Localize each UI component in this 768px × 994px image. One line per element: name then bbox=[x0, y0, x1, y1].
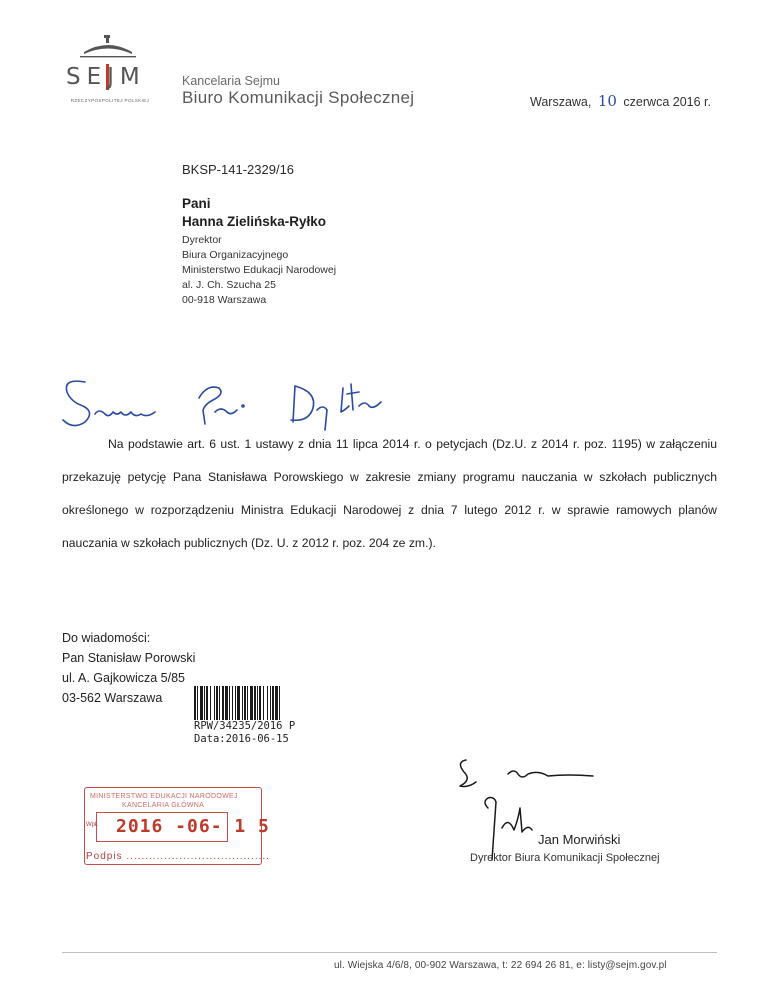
reference-number: BKSP-141-2329/16 bbox=[182, 162, 295, 177]
barcode-line: RPW/34235/2016 P bbox=[194, 720, 296, 732]
signer-title: Dyrektor Biura Komunikacji Społecznej bbox=[470, 852, 660, 864]
recipient-name: Hanna Zielińska-Ryłko bbox=[182, 214, 327, 229]
recipient-address bbox=[182, 233, 336, 308]
stamp-org-line: MINISTERSTWO EDUKACJI NARODOWEJ bbox=[90, 793, 238, 800]
place-date bbox=[530, 92, 711, 110]
sejm-logo-subtext: RZECZYPOSPOLITEJ POLSKIEJ bbox=[70, 98, 150, 103]
recipient-line: Ministerstwo Edukacji Narodowej bbox=[182, 264, 337, 276]
sejm-logo-text: SEJM bbox=[66, 64, 146, 90]
handwritten-day: 10 bbox=[597, 92, 617, 110]
signer-name: Jan Morwiński bbox=[538, 832, 621, 847]
barcode-icon bbox=[193, 686, 315, 720]
cc-block bbox=[62, 628, 195, 708]
recipient-line: al. J. Ch. Szucha 25 bbox=[182, 279, 276, 291]
recipient-line: Biura Organizacyjnego bbox=[182, 249, 289, 261]
body-paragraph bbox=[62, 428, 717, 560]
recipient-line: 00-918 Warszawa bbox=[182, 294, 267, 306]
bureau-name: Biuro Komunikacji Społecznej bbox=[182, 88, 415, 107]
stamp-org-line: KANCELARIA GŁÓWNA bbox=[122, 802, 205, 809]
barcode-line: Data:2016-06-15 bbox=[194, 733, 289, 745]
recipient-salutation: Pani bbox=[182, 196, 211, 211]
stamp-organization bbox=[90, 792, 260, 810]
footer-contact: ul. Wiejska 4/6/8, 00-902 Warszawa, t: 22 694 26 81, e: listy@sejm.gov.pl bbox=[334, 960, 667, 971]
place: Warszawa, bbox=[530, 95, 592, 109]
body-text: Na podstawie art. 6 ust. 1 ustawy z dnia 11 lipca 2014 r. o petycjach (Dz.U. z 2014 r. poz. 1195) w załączeniu przekazuję petycję Pana Stanisława Porowskiego w zakresie zmiany programu nauczania w szkołach publicznych określonego w rozporządzeniu Ministra Edukacji Narodowej z dnia 7 lutego 2012 r. w sprawie ramowych planów nauczania w szkołach publicznych (Dz. U. z 2012 r. poz. 204 ze zm.). bbox=[62, 437, 717, 550]
cc-line: 03-562 Warszawa bbox=[62, 691, 163, 705]
date-rest: czerwca 2016 r. bbox=[623, 95, 711, 109]
cc-line: ul. A. Gajkowicza 5/85 bbox=[62, 671, 185, 685]
stamp-date: 2016 -06- 1 5 bbox=[116, 816, 270, 837]
recipient-line: Dyrektor bbox=[182, 234, 222, 246]
cc-line: Pan Stanisław Porowski bbox=[62, 651, 196, 665]
stamp-received-label: Wpł. bbox=[86, 822, 98, 828]
office-name: Kancelaria Sejmu bbox=[182, 74, 280, 88]
footer-divider bbox=[62, 952, 717, 953]
stamp-signature-line: Podpis ...................................... bbox=[86, 851, 270, 862]
barcode-label bbox=[194, 720, 295, 746]
cc-heading: Do wiadomości: bbox=[62, 631, 151, 645]
